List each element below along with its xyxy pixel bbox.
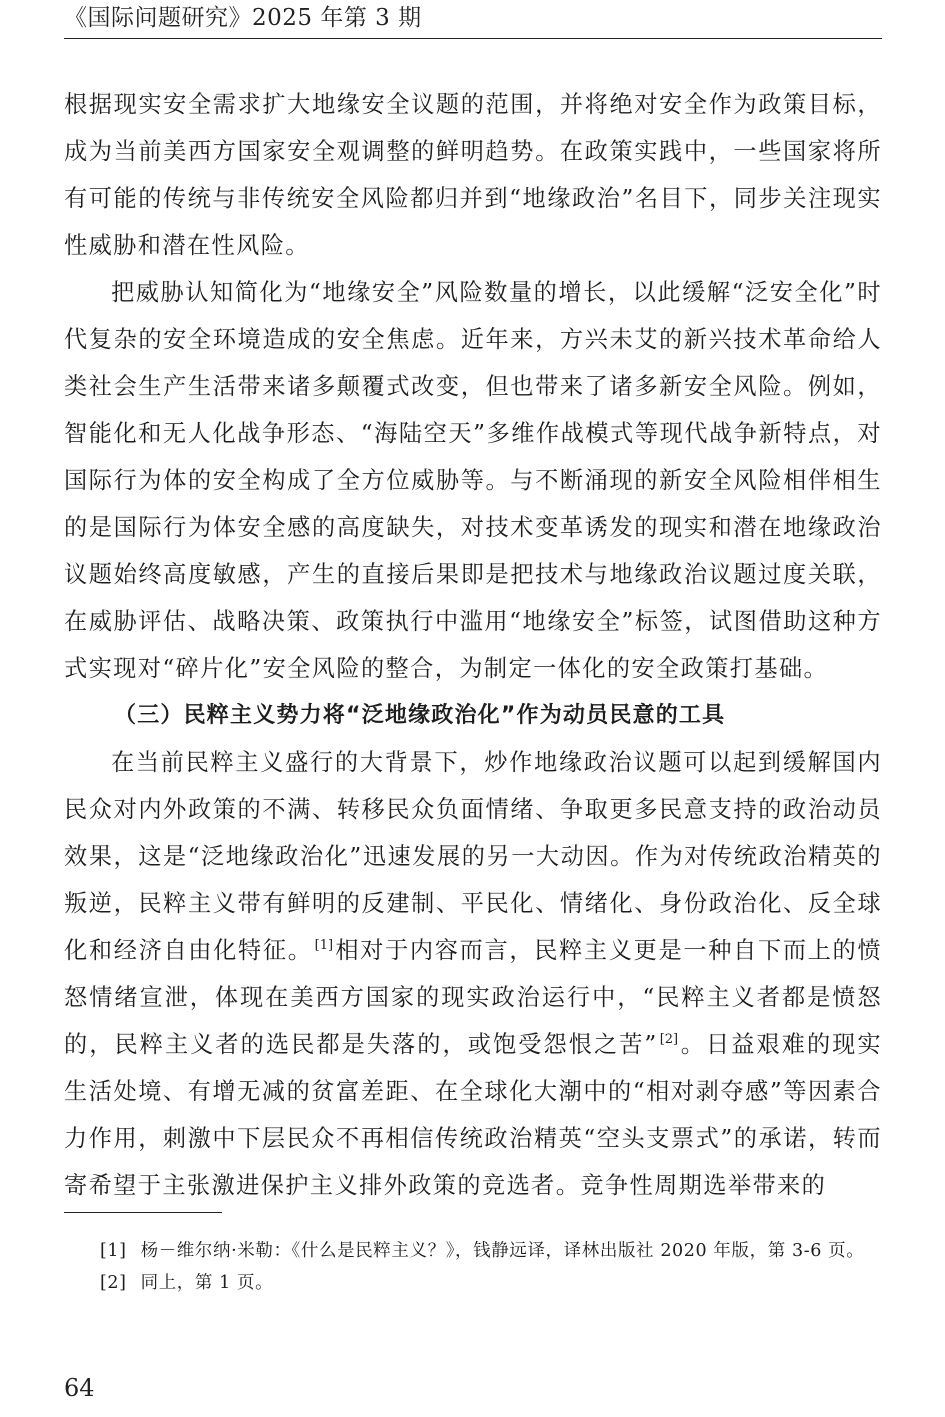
footnote-2-text: 同上，第 1 页。 <box>140 1273 274 1293</box>
running-header <box>64 0 882 39</box>
paragraph-2: 把威胁认知简化为“地缘安全”风险数量的增长，以此缓解“泛安全化”时代复杂的安全环境造成的安全焦虑。近年来，方兴未艾的新兴技术革命给人类社会生产生活带来诸多颠覆式改变，但也带来了诸多新安全风险。例如，智能化和无人化战争形态、“海陆空天”多维作战模式等现代战争新特点，对国际行为体的安全构成了全方位威胁等。与不断涌现的新安全风险相伴相生的是国际行为体安全感的高度缺失，对技术变革诱发的现实和潜在地缘政治议题始终高度敏感，产生的直接后果即是把技术与地缘政治议题过度关联，在威胁评估、战略决策、政策执行中滥用“地缘安全”标签，试图借助这种方式实现对“碎片化”安全风险的整合，为制定一体化的安全政策打基础。 <box>64 279 882 682</box>
page-number: 64 <box>64 1374 95 1402</box>
footnote-2 <box>64 1270 882 1296</box>
footnote-1-text: 杨－维尔纳·米勒：《什么是民粹主义？》，钱静远译，译林出版社 2020 年版，第 3-6 页。 <box>140 1241 865 1261</box>
footnote-divider <box>64 1212 222 1213</box>
paragraph-3 <box>64 739 882 1209</box>
article-body <box>64 81 882 1209</box>
footnote-ref-1[interactable]: [1] <box>314 938 334 954</box>
paragraph-3-part-3: 。日益艰难的现实生活处境、有增无减的贫富差距、在全球化大潮中的“相对剥夺感”等因素合力作用，刺激中下层民众不再相信传统政治精英“空头支票式”的承诺，转而寄希望于主张激进保护主义排外政策的竞选者。竞争性周期选举带来的 <box>64 1031 882 1199</box>
journal-title: 《国际问题研究》2025 年第 3 期 <box>64 5 422 31</box>
footnote-2-mark: [2] <box>100 1273 127 1293</box>
paragraph-3-part-2: 相对于内容而言，民粹主义更是一种自下而上的愤怒情绪宣泄，体现在美西方国家的现实政治运行中，“民粹主义者都是愤怒的，民粹主义者的选民都是失落的，或饱受怨恨之苦” <box>64 937 882 1058</box>
footnotes <box>64 1238 882 1302</box>
section-heading: （三）民粹主义势力将“泛地缘政治化”作为动员民意的工具 <box>114 703 726 728</box>
paragraph-1: 根据现实安全需求扩大地缘安全议题的范围，并将绝对安全作为政策目标，成为当前美西方国家安全观调整的鲜明趋势。在政策实践中，一些国家将所有可能的传统与非传统安全风险都归并到“地缘政治”名目下，同步关注现实性威胁和潜在性风险。 <box>64 91 882 259</box>
footnote-1-mark: [1] <box>100 1241 127 1261</box>
paragraph-3-part-1: 在当前民粹主义盛行的大背景下，炒作地缘政治议题可以起到缓解国内民众对内外政策的不满、转移民众负面情绪、争取更多民意支持的政治动员效果，这是“泛地缘政治化”迅速发展的另一大动因。作为对传统政治精英的叛逆，民粹主义带有鲜明的反建制、平民化、情绪化、身份政治化、反全球化和经济自由化特征。 <box>64 749 882 964</box>
footnote-1 <box>64 1238 882 1264</box>
footnote-ref-2[interactable]: [2] <box>659 1032 679 1048</box>
